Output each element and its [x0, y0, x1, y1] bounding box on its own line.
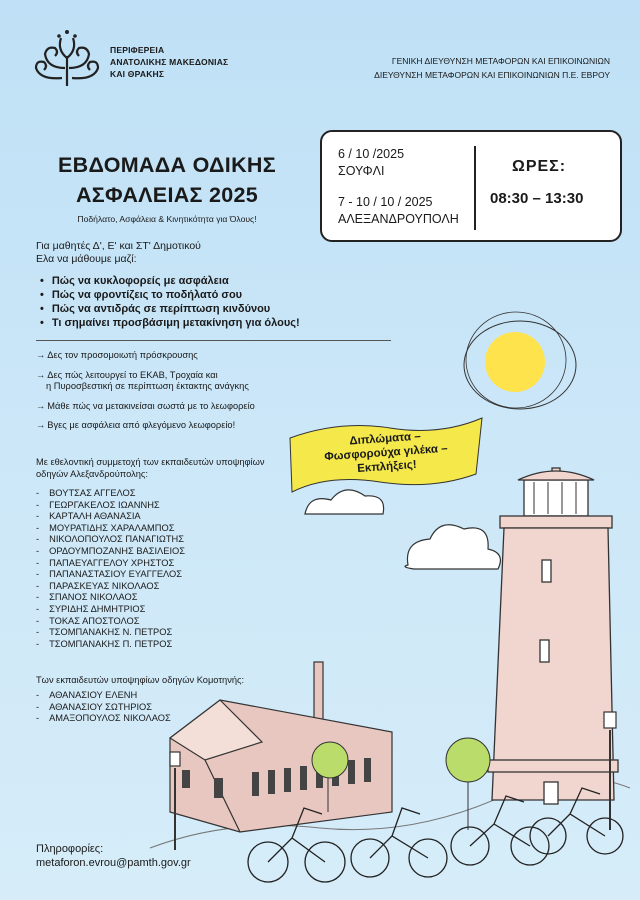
- sun-icon: [464, 312, 576, 409]
- intro-line: Ελα να μάθουμε μαζί:: [36, 253, 137, 265]
- org-line: ΚΑΙ ΘΡΑΚΗΣ: [110, 69, 165, 79]
- subtitle: Ποδήλατο, Ασφάλεια & Κινητικότητα για Όλους!: [77, 214, 257, 224]
- hours-label: ΩΡΕΣ:: [512, 158, 567, 175]
- activity-item: [36, 420, 255, 432]
- intro-line: Για μαθητές Δ', Ε' και ΣΤ' Δημοτικού: [36, 240, 201, 252]
- factory-building: [170, 700, 392, 832]
- title-line: ΑΣΦΑΛΕΙΑΣ 2025: [75, 183, 259, 207]
- cloud-icon: [405, 525, 500, 569]
- activity-item: [36, 350, 255, 362]
- list-item: • Πώς να κυκλοφορείς με ασφάλεια: [40, 274, 300, 288]
- title-line: ΕΒΔΟΜΑΔΑ ΟΔΙΚΗΣ: [58, 153, 276, 177]
- arrow-right-icon: →: [36, 420, 46, 430]
- contact-email[interactable]: metaforon.evrou@pamth.gov.gr: [36, 857, 191, 869]
- list-item: - ΑΜΑΞΟΠΟΥΛΟΣ ΝΙΚΟΛΑΟΣ: [36, 713, 171, 725]
- list-item: - ΤΣΟΜΠΑΝΑΚΗΣ Π. ΠΕΤΡΟΣ: [36, 639, 185, 651]
- department-line: ΔΙΕΥΘΥΝΣΗ ΜΕΤΑΦΟΡΩΝ ΚΑΙ ΕΠΙΚΟΙΝΩΝΙΩΝ Π.Ε. ΕΒΡΟΥ: [374, 70, 610, 80]
- lighthouse: [488, 468, 618, 804]
- list-item: - ΤΣΟΜΠΑΝΑΚΗΣ Ν. ΠΕΤΡΟΣ: [36, 627, 185, 639]
- activity-text: η Πυροσβεστική σε περίπτωση έκτακτης ανάγκης: [46, 381, 249, 391]
- department-header: [374, 54, 610, 82]
- list-item: • Τι σημαίνει προσβάσιμη μετακίνηση για όλους!: [40, 316, 300, 330]
- list-item: - ΠΑΠΑΝΑΣΤΑΣΙΟΥ ΕΥΑΓΓΕΛΟΣ: [36, 569, 185, 581]
- learning-list: [40, 274, 300, 330]
- org-line: ΑΝΑΤΟΛΙΚΗΣ ΜΑΚΕΔΟΝΙΑΣ: [110, 57, 229, 67]
- place-soufli: ΣΟΥΦΛΙ: [338, 164, 385, 178]
- divider: [474, 146, 476, 230]
- arrow-right-icon: →: [36, 350, 46, 360]
- list-item: - ΠΑΠΑΕΥΑΓΓΕΛΟΥ ΧΡΗΣΤΟΣ: [36, 558, 185, 570]
- activity-item: [36, 401, 255, 413]
- date-alexandroupoli: 7 - 10 / 10 / 2025: [338, 195, 433, 209]
- list-item: - ΣΥΡΙΔΗΣ ΔΗΜΗΤΡΙΟΣ: [36, 604, 185, 616]
- list-item: - ΜΟΥΡΑΤΙΔΗΣ ΧΑΡΑΛΑΜΠΟΣ: [36, 523, 185, 535]
- activity-text: Μάθε πώς να μετακινείσαι σωστά με το λεωφορείο: [47, 400, 255, 411]
- instructors-list-komotini: [36, 690, 171, 725]
- list-item: - ΑΘΑΝΑΣΙΟΥ ΕΛΕΝΗ: [36, 690, 171, 702]
- region-logo-icon: [32, 28, 102, 88]
- contact-label: Πληροφορίες:: [36, 843, 104, 855]
- banner-line: Εκπλήξεις!: [356, 458, 418, 476]
- list-item: - ΚΑΡΤΑΛΗ ΑΘΑΝΑΣΙΑ: [36, 511, 185, 523]
- activity-item: [36, 370, 255, 393]
- intro-text: [36, 240, 201, 266]
- hours-value: 08:30 – 13:30: [490, 190, 584, 207]
- department-line: ΓΕΝΙΚΗ ΔΙΕΥΘΥΝΣΗ ΜΕΤΑΦΟΡΩΝ ΚΑΙ ΕΠΙΚΟΙΝΩΝΙΩΝ: [391, 56, 610, 66]
- list-item: - ΠΑΡΑΣΚΕΥΑΣ ΝΙΚΟΛΑΟΣ: [36, 581, 185, 593]
- page-title: [36, 150, 298, 210]
- list-item: - ΒΟΥΤΣΑΣ ΑΓΓΕΛΟΣ: [36, 488, 185, 500]
- list-item: - ΝΙΚΟΛΟΠΟΥΛΟΣ ΠΑΝΑΓΙΩΤΗΣ: [36, 534, 185, 546]
- org-line: ΠΕΡΙΦΕΡΕΙΑ: [110, 45, 165, 55]
- list-item: - ΟΡΔΟΥΜΠΟΖΑΝΗΣ ΒΑΣΙΛΕΙΟΣ: [36, 546, 185, 558]
- list-item: - ΓΕΩΡΓΑΚΕΛΟΣ ΙΩΑΝΝΗΣ: [36, 500, 185, 512]
- list-item: - ΑΘΑΝΑΣΙΟΥ ΣΩΤΗΡΙΟΣ: [36, 702, 171, 714]
- contact-info: [36, 842, 191, 870]
- activity-text: Δες τον προσομοιωτή πρόσκρουσης: [47, 350, 198, 360]
- prizes-banner: [284, 416, 488, 496]
- banner-line: Φωσφορούχα γιλέκα –: [323, 442, 448, 464]
- banner-line: Διπλώματα –: [348, 430, 422, 448]
- arrow-right-icon: →: [36, 369, 46, 380]
- date-soufli: 6 / 10 /2025: [338, 147, 405, 161]
- activity-text: Βγες με ασφάλεια από φλεγόμενο λεωφορείο!: [47, 420, 236, 430]
- tree-icon: [446, 738, 490, 830]
- activities-list: [36, 350, 255, 440]
- instructors-list-alexandroupoli: [36, 488, 185, 650]
- arrow-right-icon: →: [36, 400, 46, 411]
- list-item: - ΣΠΑΝΟΣ ΝΙΚΟΛΑΟΣ: [36, 592, 185, 604]
- list-item: • Πώς να αντιδράς σε περίπτωση κινδύνου: [40, 302, 300, 316]
- list-item: • Πώς να φροντίζεις το ποδήλατό σου: [40, 288, 300, 302]
- divider: [36, 340, 391, 341]
- schedule-box: [320, 130, 622, 242]
- place-alexandroupoli: ΑΛΕΞΑΝΔΡΟΥΠΟΛΗ: [338, 212, 459, 226]
- komotini-intro: Των εκπαιδευτών υποψηφίων οδηγών Κομοτηνής:: [36, 675, 245, 685]
- organization-name: [110, 44, 228, 80]
- instructors-intro: Με εθελοντική συμμετοχή των εκπαιδευτών υποψηφίων οδηγών Αλεξανδρούπολης:: [36, 457, 265, 479]
- activity-text: Δες πώς λειτουργεί το ΕΚΑΒ, Τροχαία και: [47, 369, 218, 380]
- list-item: - ΤΟΚΑΣ ΑΠΟΣΤΟΛΟΣ: [36, 616, 185, 628]
